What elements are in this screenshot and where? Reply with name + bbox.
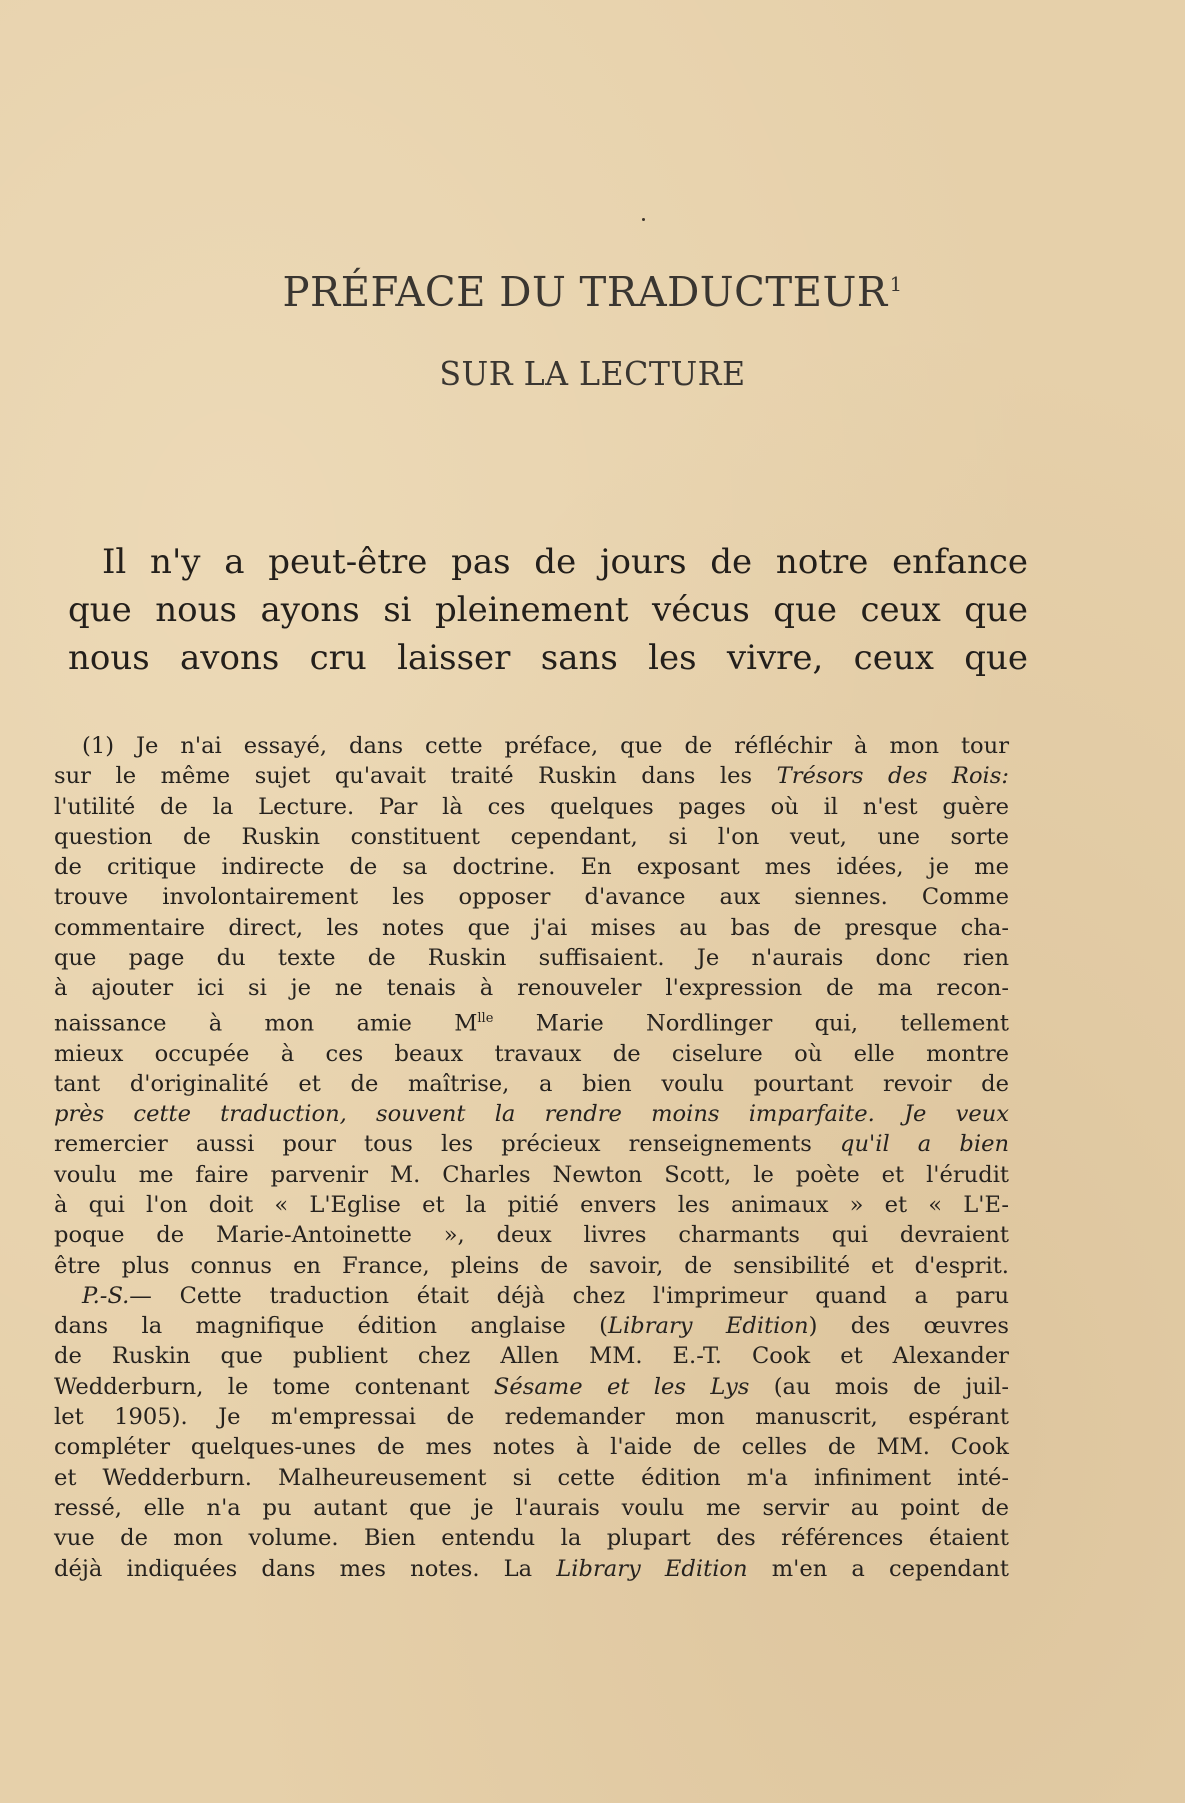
footnote-text: sur le même sujet qu'avait traité Ruskin dans les [54,763,777,790]
footnote-italic-text: Library Edition [608,1313,809,1340]
footnote-italic-text: P.-S. [82,1282,130,1309]
footnote-line [54,1129,1009,1159]
footnote-marker: 1 [889,272,903,297]
body-line: Il n'y a peut-être pas de jours de notre enfance [102,542,1028,582]
footnote-line: de critique indirecte de sa doctrine. En exposant mes idées, je me [54,854,1009,881]
footnote-italic-text: Library Edition [556,1555,748,1582]
footnote-line: mieux occupée à ces beaux travaux de ciselure où elle montre [54,1040,1009,1067]
footnote-italic-text: qu'il a bien [840,1131,1010,1158]
footnote-line: question de Ruskin constituent cependant, si l'on veut, une sorte [54,823,1009,850]
body-line: nous avons cru laisser sans les vivre, ceux que [68,638,1028,678]
footnote-line [54,1311,1009,1341]
footnote-text: dans la magnifique édition anglaise ( [54,1313,608,1340]
footnote-text: Marie Nordlinger qui, tellement [493,1010,1009,1037]
chapter-title-text: PRÉFACE DU TRADUCTEUR [282,268,888,316]
footnote-line: de Ruskin que publient chez Allen MM. E.-T. Cook et Alexander [54,1343,1009,1370]
footnote-text: naissance à mon amie M [54,1010,478,1037]
footnote-line [54,1372,1009,1402]
footnote-line: et Wedderburn. Malheureusement si cette édition m'a infiniment inté- [54,1464,1009,1491]
footnote-line: trouve involontairement les opposer d'avance aux siennes. Comme [54,884,1009,911]
footnote-text: Wedderburn, le tome contenant [54,1373,494,1400]
footnote-block [54,731,1009,1584]
body-paragraph [68,538,1028,682]
footnote-line: à qui l'on doit « L'Eglise et la pitié envers les animaux » et « L'E- [54,1191,1009,1218]
footnote-italic-text: près cette traduction, souvent la rendre moins imparfaite. Je veux [54,1101,1009,1128]
footnote-text: déjà indiquées dans mes notes. La [54,1555,557,1582]
footnote-line: ressé, elle n'a pu autant que je l'aurais voulu me servir au point de [54,1494,1009,1521]
footnote-line: que page du texte de Ruskin suffisaient. Je n'aurais donc rien [54,945,1009,972]
footnote-line: let 1905). Je m'empressai de redemander mon manuscrit, espérant [54,1404,1009,1431]
footnote-text: (au mois de juil- [749,1373,1010,1400]
chapter-subtitle: SUR LA LECTURE [439,354,746,393]
footnote-line: commentaire direct, les notes que j'ai mises au bas de presque cha- [54,914,1009,941]
footnote-line: à ajouter ici si je ne tenais à renouveler l'expression de ma recon- [54,975,1009,1002]
footnote-text: — Cette traduction était déjà chez l'imprimeur quand a paru [129,1282,1009,1309]
footnote-line: poque de Marie-Antoinette », deux livres charmants qui devraient [54,1222,1009,1249]
footnote-line: être plus connus en France, pleins de savoir, de sensibilité et d'esprit. [54,1252,1009,1279]
footnote-line: compléter quelques-unes de mes notes à l'aide de celles de MM. Cook [54,1434,1009,1461]
footnote-line: voulu me faire parvenir M. Charles Newton Scott, le poète et l'érudit [54,1161,1009,1188]
footnote-italic-text: Trésors des Rois: [776,763,1009,790]
footnote-italic-text: Sésame et les Lys [493,1373,750,1400]
footnote-line: vue de mon volume. Bien entendu la plupart des références étaient [54,1525,1009,1552]
footnote-text: m'en a cependant [747,1555,1009,1582]
footnote-line [54,1281,1009,1311]
paper-speck [642,218,645,221]
footnote-line [54,761,1009,791]
footnote-line: l'utilité de la Lecture. Par là ces quelques pages où il n'est guère [54,793,1009,820]
footnote-line [54,1004,1009,1039]
footnote-line: tant d'originalité et de maîtrise, a bien voulu pourtant revoir de [54,1070,1009,1097]
footnote-line: (1) Je n'ai essayé, dans cette préface, que de réfléchir à mon tour [82,733,1009,759]
footnote-superscript: lle [477,1010,494,1026]
body-line: que nous ayons si pleinement vécus que ceux que [68,590,1028,630]
footnote-text: remercier aussi pour tous les précieux renseignements [54,1131,841,1158]
footnote-line [54,1554,1009,1584]
chapter-title [12,268,1173,316]
footnote-text: ) des œuvres [808,1313,1009,1340]
footnote-line [54,1099,1009,1129]
